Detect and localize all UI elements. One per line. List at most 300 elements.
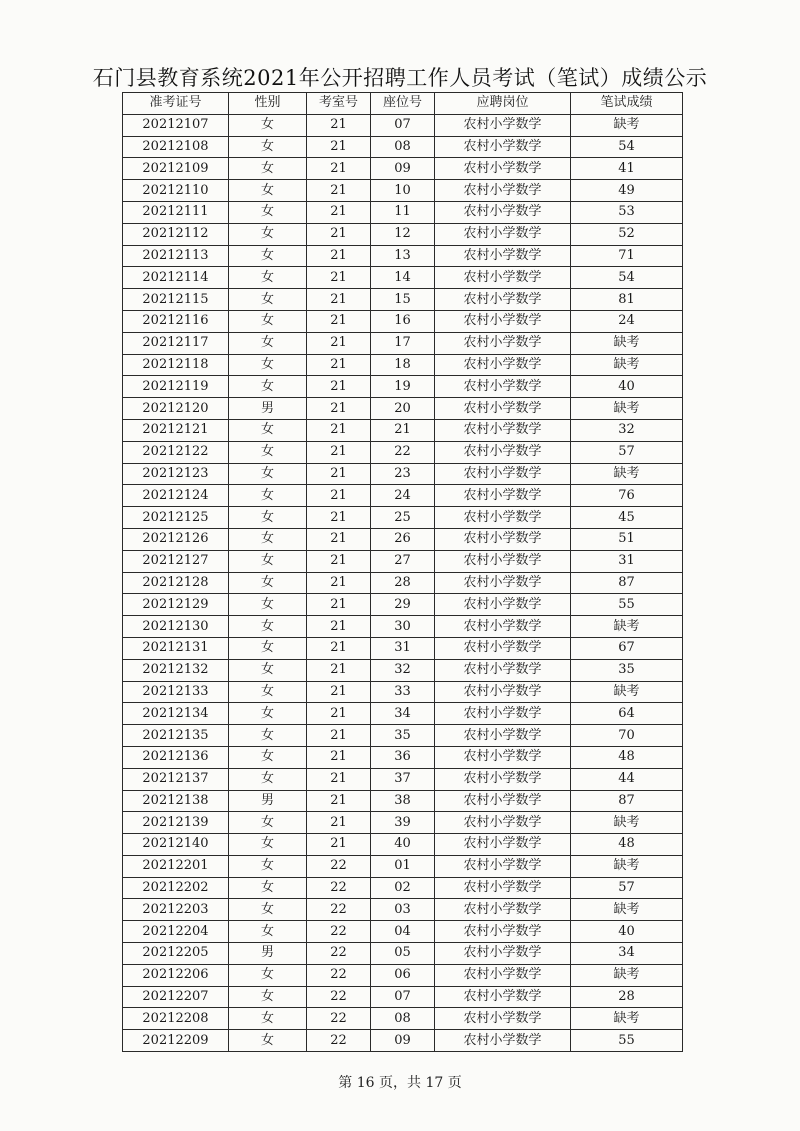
cell-score: 54 [571, 267, 683, 289]
cell-room: 21 [307, 834, 371, 856]
cell-score: 32 [571, 419, 683, 441]
cell-gender: 女 [229, 986, 307, 1008]
cell-room: 21 [307, 812, 371, 834]
cell-score: 缺考 [571, 114, 683, 136]
cell-exam-id: 20212129 [123, 594, 229, 616]
cell-position: 农村小学数学 [435, 223, 571, 245]
table-row [123, 943, 683, 965]
cell-seat: 40 [371, 834, 435, 856]
cell-seat: 13 [371, 245, 435, 267]
cell-position: 农村小学数学 [435, 725, 571, 747]
cell-seat: 07 [371, 114, 435, 136]
cell-seat: 08 [371, 1008, 435, 1030]
cell-exam-id: 20212122 [123, 441, 229, 463]
cell-exam-id: 20212137 [123, 768, 229, 790]
cell-gender: 女 [229, 223, 307, 245]
cell-score: 48 [571, 746, 683, 768]
table-row [123, 310, 683, 332]
cell-gender: 女 [229, 180, 307, 202]
cell-room: 21 [307, 398, 371, 420]
table-row [123, 746, 683, 768]
cell-position: 农村小学数学 [435, 834, 571, 856]
table-row [123, 201, 683, 223]
cell-room: 22 [307, 986, 371, 1008]
cell-score: 51 [571, 528, 683, 550]
cell-position: 农村小学数学 [435, 659, 571, 681]
cell-position: 农村小学数学 [435, 855, 571, 877]
cell-position: 农村小学数学 [435, 354, 571, 376]
cell-exam-id: 20212108 [123, 136, 229, 158]
cell-score: 57 [571, 441, 683, 463]
table-row [123, 768, 683, 790]
score-table [122, 92, 683, 1052]
cell-score: 34 [571, 943, 683, 965]
cell-position: 农村小学数学 [435, 398, 571, 420]
table-row [123, 267, 683, 289]
cell-score: 缺考 [571, 812, 683, 834]
cell-position: 农村小学数学 [435, 550, 571, 572]
cell-seat: 37 [371, 768, 435, 790]
cell-seat: 09 [371, 1030, 435, 1052]
cell-exam-id: 20212125 [123, 507, 229, 529]
cell-gender: 女 [229, 201, 307, 223]
cell-gender: 男 [229, 398, 307, 420]
cell-exam-id: 20212207 [123, 986, 229, 1008]
cell-position: 农村小学数学 [435, 899, 571, 921]
cell-gender: 女 [229, 245, 307, 267]
header-exam-id: 准考证号 [123, 93, 229, 115]
cell-score: 57 [571, 877, 683, 899]
cell-gender: 男 [229, 943, 307, 965]
cell-score: 55 [571, 594, 683, 616]
cell-exam-id: 20212112 [123, 223, 229, 245]
cell-room: 21 [307, 158, 371, 180]
cell-score: 缺考 [571, 354, 683, 376]
cell-room: 21 [307, 507, 371, 529]
table-row [123, 725, 683, 747]
table-row [123, 180, 683, 202]
table-row [123, 681, 683, 703]
cell-position: 农村小学数学 [435, 921, 571, 943]
cell-score: 70 [571, 725, 683, 747]
cell-score: 35 [571, 659, 683, 681]
cell-score: 41 [571, 158, 683, 180]
cell-exam-id: 20212128 [123, 572, 229, 594]
cell-score: 45 [571, 507, 683, 529]
cell-score: 49 [571, 180, 683, 202]
cell-exam-id: 20212120 [123, 398, 229, 420]
cell-gender: 女 [229, 507, 307, 529]
table-row [123, 877, 683, 899]
cell-seat: 26 [371, 528, 435, 550]
table-header-row [123, 93, 683, 115]
cell-room: 21 [307, 310, 371, 332]
cell-exam-id: 20212113 [123, 245, 229, 267]
cell-seat: 18 [371, 354, 435, 376]
cell-seat: 08 [371, 136, 435, 158]
table-row [123, 986, 683, 1008]
cell-seat: 09 [371, 158, 435, 180]
cell-seat: 06 [371, 964, 435, 986]
cell-score: 48 [571, 834, 683, 856]
cell-seat: 17 [371, 332, 435, 354]
cell-seat: 19 [371, 376, 435, 398]
cell-exam-id: 20212118 [123, 354, 229, 376]
cell-room: 22 [307, 1008, 371, 1030]
cell-position: 农村小学数学 [435, 180, 571, 202]
cell-exam-id: 20212109 [123, 158, 229, 180]
cell-gender: 女 [229, 550, 307, 572]
cell-score: 缺考 [571, 681, 683, 703]
cell-gender: 女 [229, 746, 307, 768]
cell-position: 农村小学数学 [435, 136, 571, 158]
cell-gender: 女 [229, 681, 307, 703]
cell-score: 缺考 [571, 332, 683, 354]
cell-exam-id: 20212132 [123, 659, 229, 681]
cell-room: 21 [307, 180, 371, 202]
cell-room: 21 [307, 289, 371, 311]
cell-position: 农村小学数学 [435, 986, 571, 1008]
cell-room: 22 [307, 899, 371, 921]
cell-gender: 女 [229, 834, 307, 856]
cell-gender: 女 [229, 354, 307, 376]
cell-gender: 男 [229, 790, 307, 812]
cell-gender: 女 [229, 594, 307, 616]
cell-exam-id: 20212134 [123, 703, 229, 725]
cell-exam-id: 20212127 [123, 550, 229, 572]
cell-position: 农村小学数学 [435, 463, 571, 485]
cell-position: 农村小学数学 [435, 310, 571, 332]
cell-score: 87 [571, 572, 683, 594]
cell-exam-id: 20212202 [123, 877, 229, 899]
cell-exam-id: 20212203 [123, 899, 229, 921]
cell-room: 21 [307, 550, 371, 572]
cell-seat: 14 [371, 267, 435, 289]
cell-exam-id: 20212126 [123, 528, 229, 550]
cell-position: 农村小学数学 [435, 812, 571, 834]
cell-position: 农村小学数学 [435, 768, 571, 790]
cell-exam-id: 20212110 [123, 180, 229, 202]
cell-gender: 女 [229, 616, 307, 638]
table-row [123, 332, 683, 354]
cell-room: 21 [307, 354, 371, 376]
header-position: 应聘岗位 [435, 93, 571, 115]
cell-gender: 女 [229, 332, 307, 354]
cell-seat: 39 [371, 812, 435, 834]
cell-room: 21 [307, 616, 371, 638]
table-row [123, 398, 683, 420]
cell-room: 21 [307, 572, 371, 594]
cell-room: 21 [307, 332, 371, 354]
cell-room: 21 [307, 376, 371, 398]
cell-exam-id: 20212115 [123, 289, 229, 311]
cell-room: 21 [307, 659, 371, 681]
table-row [123, 245, 683, 267]
cell-seat: 04 [371, 921, 435, 943]
cell-seat: 07 [371, 986, 435, 1008]
cell-room: 22 [307, 964, 371, 986]
cell-exam-id: 20212130 [123, 616, 229, 638]
cell-seat: 12 [371, 223, 435, 245]
cell-score: 54 [571, 136, 683, 158]
table-row [123, 441, 683, 463]
cell-room: 21 [307, 114, 371, 136]
cell-position: 农村小学数学 [435, 964, 571, 986]
table-row [123, 158, 683, 180]
cell-score: 40 [571, 376, 683, 398]
cell-gender: 女 [229, 376, 307, 398]
cell-position: 农村小学数学 [435, 267, 571, 289]
cell-gender: 女 [229, 267, 307, 289]
table-row [123, 616, 683, 638]
cell-position: 农村小学数学 [435, 616, 571, 638]
cell-seat: 38 [371, 790, 435, 812]
cell-room: 22 [307, 855, 371, 877]
cell-seat: 22 [371, 441, 435, 463]
cell-seat: 31 [371, 637, 435, 659]
table-row [123, 855, 683, 877]
cell-position: 农村小学数学 [435, 1008, 571, 1030]
cell-gender: 女 [229, 114, 307, 136]
cell-room: 21 [307, 136, 371, 158]
cell-exam-id: 20212131 [123, 637, 229, 659]
cell-position: 农村小学数学 [435, 528, 571, 550]
cell-score: 24 [571, 310, 683, 332]
cell-room: 22 [307, 921, 371, 943]
cell-seat: 21 [371, 419, 435, 441]
cell-room: 21 [307, 267, 371, 289]
cell-score: 87 [571, 790, 683, 812]
cell-room: 21 [307, 201, 371, 223]
cell-score: 28 [571, 986, 683, 1008]
cell-score: 53 [571, 201, 683, 223]
table-row [123, 354, 683, 376]
cell-gender: 女 [229, 419, 307, 441]
cell-room: 21 [307, 485, 371, 507]
cell-gender: 女 [229, 528, 307, 550]
cell-gender: 女 [229, 964, 307, 986]
cell-seat: 02 [371, 877, 435, 899]
cell-room: 21 [307, 637, 371, 659]
cell-seat: 01 [371, 855, 435, 877]
cell-seat: 33 [371, 681, 435, 703]
cell-room: 22 [307, 877, 371, 899]
cell-gender: 女 [229, 441, 307, 463]
cell-exam-id: 20212206 [123, 964, 229, 986]
cell-exam-id: 20212116 [123, 310, 229, 332]
cell-seat: 28 [371, 572, 435, 594]
cell-score: 55 [571, 1030, 683, 1052]
cell-room: 21 [307, 441, 371, 463]
cell-seat: 27 [371, 550, 435, 572]
cell-gender: 女 [229, 1030, 307, 1052]
cell-score: 76 [571, 485, 683, 507]
cell-gender: 女 [229, 659, 307, 681]
cell-seat: 16 [371, 310, 435, 332]
cell-gender: 女 [229, 877, 307, 899]
cell-position: 农村小学数学 [435, 158, 571, 180]
cell-exam-id: 20212133 [123, 681, 229, 703]
cell-room: 21 [307, 463, 371, 485]
table-row [123, 376, 683, 398]
cell-gender: 女 [229, 703, 307, 725]
cell-room: 21 [307, 725, 371, 747]
table-row [123, 790, 683, 812]
cell-room: 21 [307, 746, 371, 768]
cell-room: 21 [307, 419, 371, 441]
cell-score: 81 [571, 289, 683, 311]
cell-gender: 女 [229, 572, 307, 594]
cell-position: 农村小学数学 [435, 877, 571, 899]
cell-exam-id: 20212111 [123, 201, 229, 223]
table-row [123, 703, 683, 725]
cell-gender: 女 [229, 921, 307, 943]
cell-score: 71 [571, 245, 683, 267]
cell-gender: 女 [229, 289, 307, 311]
table-row [123, 964, 683, 986]
cell-position: 农村小学数学 [435, 681, 571, 703]
cell-seat: 03 [371, 899, 435, 921]
cell-exam-id: 20212140 [123, 834, 229, 856]
cell-exam-id: 20212204 [123, 921, 229, 943]
table-row [123, 834, 683, 856]
table-row [123, 812, 683, 834]
table-row [123, 223, 683, 245]
cell-gender: 女 [229, 725, 307, 747]
table-row [123, 507, 683, 529]
cell-position: 农村小学数学 [435, 114, 571, 136]
cell-exam-id: 20212107 [123, 114, 229, 136]
table-row [123, 637, 683, 659]
table-row [123, 114, 683, 136]
table-row [123, 289, 683, 311]
cell-gender: 女 [229, 485, 307, 507]
cell-score: 缺考 [571, 1008, 683, 1030]
cell-seat: 05 [371, 943, 435, 965]
cell-gender: 女 [229, 899, 307, 921]
table-body [123, 114, 683, 1051]
cell-seat: 23 [371, 463, 435, 485]
cell-seat: 11 [371, 201, 435, 223]
cell-seat: 25 [371, 507, 435, 529]
cell-position: 农村小学数学 [435, 637, 571, 659]
cell-position: 农村小学数学 [435, 441, 571, 463]
table-row [123, 1008, 683, 1030]
cell-exam-id: 20212119 [123, 376, 229, 398]
table-row [123, 899, 683, 921]
cell-room: 22 [307, 1030, 371, 1052]
cell-gender: 女 [229, 855, 307, 877]
cell-score: 52 [571, 223, 683, 245]
cell-position: 农村小学数学 [435, 332, 571, 354]
cell-exam-id: 20212117 [123, 332, 229, 354]
header-score: 笔试成绩 [571, 93, 683, 115]
cell-room: 21 [307, 223, 371, 245]
table-row [123, 594, 683, 616]
table-row [123, 136, 683, 158]
cell-score: 缺考 [571, 616, 683, 638]
table-row [123, 921, 683, 943]
table-row [123, 550, 683, 572]
table-row [123, 485, 683, 507]
cell-score: 缺考 [571, 398, 683, 420]
cell-position: 农村小学数学 [435, 201, 571, 223]
cell-position: 农村小学数学 [435, 572, 571, 594]
cell-score: 缺考 [571, 855, 683, 877]
page-footer: 第 16 页，共 17 页 [338, 1075, 462, 1091]
cell-exam-id: 20212205 [123, 943, 229, 965]
cell-room: 22 [307, 943, 371, 965]
cell-gender: 女 [229, 136, 307, 158]
cell-position: 农村小学数学 [435, 245, 571, 267]
cell-room: 21 [307, 768, 371, 790]
cell-position: 农村小学数学 [435, 746, 571, 768]
header-gender: 性别 [229, 93, 307, 115]
cell-seat: 34 [371, 703, 435, 725]
cell-score: 31 [571, 550, 683, 572]
cell-gender: 女 [229, 637, 307, 659]
cell-gender: 女 [229, 768, 307, 790]
cell-gender: 女 [229, 812, 307, 834]
cell-seat: 20 [371, 398, 435, 420]
cell-gender: 女 [229, 310, 307, 332]
cell-position: 农村小学数学 [435, 289, 571, 311]
cell-room: 21 [307, 594, 371, 616]
cell-room: 21 [307, 245, 371, 267]
cell-score: 67 [571, 637, 683, 659]
cell-score: 缺考 [571, 899, 683, 921]
cell-seat: 15 [371, 289, 435, 311]
cell-exam-id: 20212201 [123, 855, 229, 877]
cell-score: 44 [571, 768, 683, 790]
cell-exam-id: 20212139 [123, 812, 229, 834]
table-row [123, 659, 683, 681]
cell-score: 缺考 [571, 964, 683, 986]
cell-position: 农村小学数学 [435, 594, 571, 616]
cell-position: 农村小学数学 [435, 1030, 571, 1052]
table-row [123, 1030, 683, 1052]
cell-room: 21 [307, 528, 371, 550]
cell-seat: 32 [371, 659, 435, 681]
cell-seat: 36 [371, 746, 435, 768]
table-row [123, 572, 683, 594]
cell-gender: 女 [229, 158, 307, 180]
cell-position: 农村小学数学 [435, 943, 571, 965]
cell-gender: 女 [229, 463, 307, 485]
cell-exam-id: 20212124 [123, 485, 229, 507]
cell-position: 农村小学数学 [435, 703, 571, 725]
cell-position: 农村小学数学 [435, 790, 571, 812]
cell-exam-id: 20212208 [123, 1008, 229, 1030]
cell-room: 21 [307, 681, 371, 703]
cell-position: 农村小学数学 [435, 507, 571, 529]
page-title: 石门县教育系统2021年公开招聘工作人员考试（笔试）成绩公示 [92, 66, 708, 90]
cell-exam-id: 20212136 [123, 746, 229, 768]
cell-position: 农村小学数学 [435, 419, 571, 441]
cell-room: 21 [307, 703, 371, 725]
cell-score: 64 [571, 703, 683, 725]
cell-seat: 10 [371, 180, 435, 202]
cell-room: 21 [307, 790, 371, 812]
cell-exam-id: 20212123 [123, 463, 229, 485]
cell-gender: 女 [229, 1008, 307, 1030]
cell-seat: 30 [371, 616, 435, 638]
cell-exam-id: 20212138 [123, 790, 229, 812]
cell-seat: 35 [371, 725, 435, 747]
cell-seat: 29 [371, 594, 435, 616]
table-row [123, 463, 683, 485]
header-seat: 座位号 [371, 93, 435, 115]
